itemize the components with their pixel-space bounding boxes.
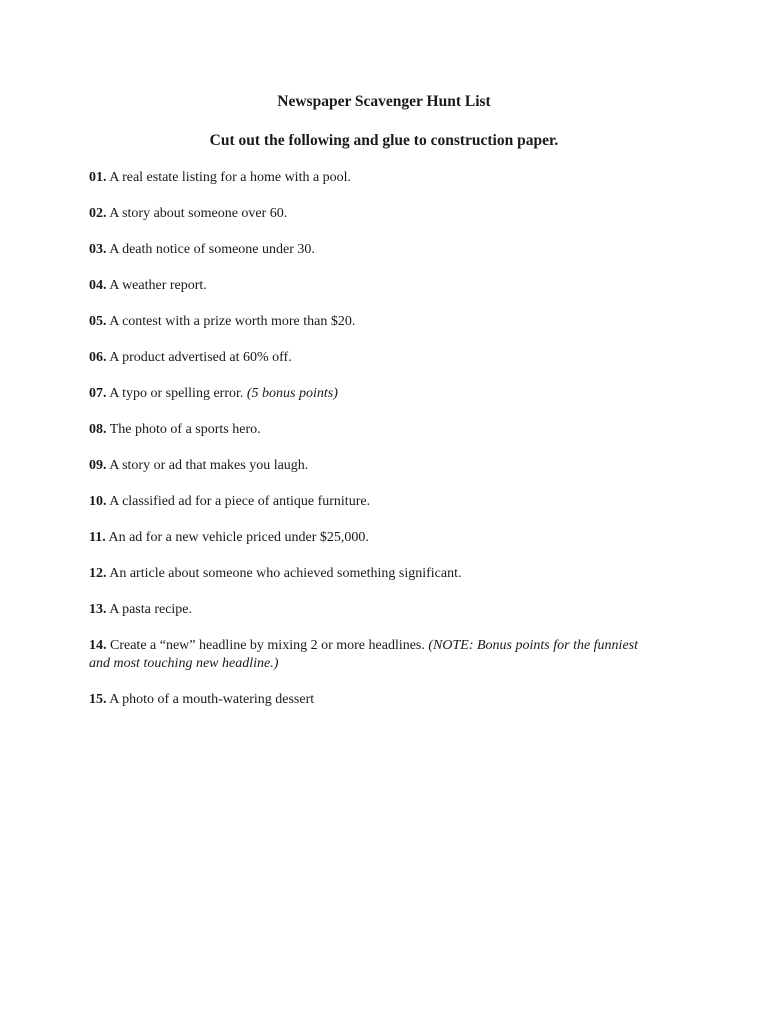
list-item [89,277,649,295]
item-number: 11. [89,530,106,545]
list-item [89,565,649,583]
item-text: A real estate listing for a home with a pool. [106,170,352,185]
list-item [89,349,649,367]
item-number: 14. [89,638,107,653]
list-item [89,457,649,475]
item-number: 02. [89,206,107,221]
item-number: 05. [89,314,107,329]
list-item [89,205,649,223]
item-text: A classified ad for a piece of antique furniture. [106,494,371,509]
item-text: A photo of a mouth-watering dessert [106,692,315,707]
bonus-note: (5 bonus points) [246,386,338,401]
item-text: A product advertised at 60% off. [106,350,292,365]
item-text: The photo of a sports hero. [106,422,261,437]
list-item [89,529,649,547]
item-number: 06. [89,350,107,365]
item-number: 04. [89,278,107,293]
item-text: An ad for a new vehicle priced under $25,000. [105,530,369,545]
item-number: 12. [89,566,107,581]
list-item [89,637,649,673]
item-number: 13. [89,602,107,617]
list-item [89,385,649,403]
list-item [89,421,649,439]
list-item [89,601,649,619]
item-text: An article about someone who achieved something significant. [106,566,462,581]
item-text: Create a “new” headline by mixing 2 or more headlines. [106,638,429,653]
page-title: Newspaper Scavenger Hunt List [277,93,491,110]
list-item [89,241,649,259]
item-text: A typo or spelling error. [106,386,247,401]
bonus-note: (NOTE: Bonus points for the funniest and most touching new headline.) [89,638,639,671]
item-text: A death notice of someone under 30. [106,242,315,257]
item-text: A story about someone over 60. [106,206,288,221]
item-number: 08. [89,422,107,437]
item-number: 09. [89,458,107,473]
item-text: A story or ad that makes you laugh. [106,458,309,473]
item-text: A contest with a prize worth more than $20. [106,314,356,329]
list-item [89,493,649,511]
list-item [89,691,649,709]
list-item [89,313,649,331]
list-item [89,169,649,187]
page-subtitle: Cut out the following and glue to construction paper. [209,132,559,149]
item-number: 03. [89,242,107,257]
item-number: 07. [89,386,107,401]
item-number: 10. [89,494,107,509]
scavenger-hunt-list [89,169,649,727]
item-number: 15. [89,692,107,707]
item-text: A weather report. [106,278,207,293]
item-text: A pasta recipe. [106,602,193,617]
item-number: 01. [89,170,107,185]
